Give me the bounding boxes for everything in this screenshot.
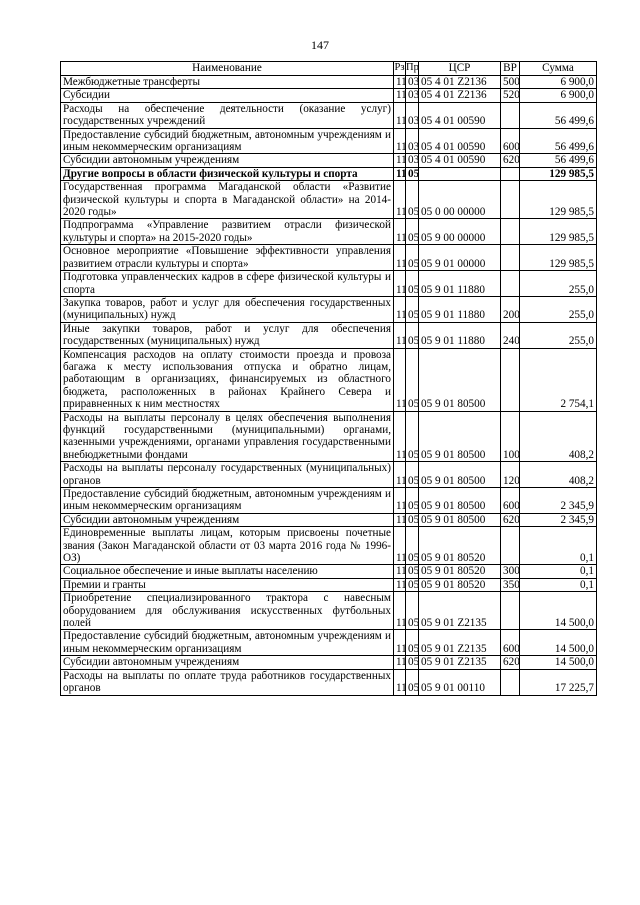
row-csr: 05 9 01 80500 [419, 348, 501, 411]
row-csr: 05 9 01 80500 [419, 411, 501, 462]
table-row [61, 76, 597, 89]
row-vr [501, 271, 520, 297]
row-pr: 03 [406, 76, 419, 89]
row-csr: 05 9 01 80500 [419, 488, 501, 514]
table-row [61, 128, 597, 154]
table-row [61, 462, 597, 488]
table-row [61, 154, 597, 167]
row-csr: 05 9 01 11880 [419, 296, 501, 322]
row-vr: 500 [501, 76, 520, 89]
row-pr: 05 [406, 513, 419, 526]
row-rz: 11 [394, 271, 406, 297]
row-csr: 05 4 01 00590 [419, 102, 501, 128]
row-rz: 11 [394, 669, 406, 695]
row-vr: 240 [501, 322, 520, 348]
row-csr: 05 9 01 Z2135 [419, 630, 501, 656]
row-rz: 11 [394, 592, 406, 630]
row-vr: 600 [501, 488, 520, 514]
table-row [61, 630, 597, 656]
row-vr: 600 [501, 630, 520, 656]
row-vr [501, 181, 520, 219]
row-sum: 129 985,5 [520, 167, 597, 180]
page-number: 147 [311, 38, 329, 52]
row-sum: 255,0 [520, 271, 597, 297]
row-name: Социальное обеспечение и иные выплаты населению [61, 565, 394, 578]
row-sum: 408,2 [520, 462, 597, 488]
row-name: Основное мероприятие «Повышение эффективности управления развитием отрасли культуры и спорта» [61, 245, 394, 271]
header-vr: ВР [501, 62, 520, 76]
header-pr: Пр [406, 62, 419, 76]
table-row [61, 565, 597, 578]
row-csr: 05 9 01 00000 [419, 245, 501, 271]
row-rz: 11 [394, 76, 406, 89]
row-sum: 2 345,9 [520, 513, 597, 526]
row-name: Субсидии автономным учреждениям [61, 656, 394, 669]
row-sum: 6 900,0 [520, 76, 597, 89]
row-rz: 11 [394, 322, 406, 348]
row-name: Премии и гранты [61, 578, 394, 591]
row-rz: 11 [394, 578, 406, 591]
row-pr: 05 [406, 181, 419, 219]
row-rz: 11 [394, 102, 406, 128]
table-row [61, 102, 597, 128]
row-csr: 05 4 01 Z2136 [419, 89, 501, 102]
header-sum: Сумма [520, 62, 597, 76]
row-pr: 05 [406, 271, 419, 297]
row-rz: 11 [394, 167, 406, 180]
row-name: Субсидии [61, 89, 394, 102]
row-sum: 17 225,7 [520, 669, 597, 695]
row-vr [501, 348, 520, 411]
row-rz: 11 [394, 488, 406, 514]
row-csr: 05 9 01 00110 [419, 669, 501, 695]
row-csr: 05 9 01 Z2135 [419, 592, 501, 630]
table-row [61, 669, 597, 695]
row-sum: 56 499,6 [520, 102, 597, 128]
row-pr: 05 [406, 348, 419, 411]
header-name: Наименование [61, 62, 394, 76]
table-header-row [61, 62, 597, 76]
table-row [61, 322, 597, 348]
row-pr: 05 [406, 488, 419, 514]
row-vr [501, 527, 520, 565]
row-sum: 14 500,0 [520, 592, 597, 630]
row-rz: 11 [394, 128, 406, 154]
row-pr: 05 [406, 219, 419, 245]
row-pr: 05 [406, 462, 419, 488]
row-name: Компенсация расходов на оплату стоимости проезда и провоза багажа к месту использования отпуска и обратно лицам, работающим в организациях, финансируемых из областного бюджета, расположенных в районах Крайнего Севера и приравненных к ним местностях [61, 348, 394, 411]
row-pr: 05 [406, 245, 419, 271]
row-csr: 05 0 00 00000 [419, 181, 501, 219]
row-pr: 05 [406, 592, 419, 630]
table-row [61, 296, 597, 322]
row-name: Иные закупки товаров, работ и услуг для обеспечения государственных (муниципальных) нужд [61, 322, 394, 348]
row-rz: 11 [394, 513, 406, 526]
row-sum: 255,0 [520, 296, 597, 322]
row-name: Расходы на выплаты персоналу в целях обеспечения выполнения функций государственными (муниципальными) органами, казенными учреждениями, органами управления государственными внебюджетными фондами [61, 411, 394, 462]
row-csr: 05 9 01 11880 [419, 271, 501, 297]
row-name: Приобретение специализированного трактора с навесным оборудованием для обслуживания искусственных футбольных полей [61, 592, 394, 630]
row-rz: 11 [394, 630, 406, 656]
row-pr: 05 [406, 565, 419, 578]
row-pr: 05 [406, 527, 419, 565]
row-sum: 129 985,5 [520, 245, 597, 271]
row-name: Предоставление субсидий бюджетным, автономным учреждениям и иным некоммерческим организациям [61, 630, 394, 656]
row-name: Расходы на выплаты персоналу государственных (муниципальных) органов [61, 462, 394, 488]
row-name: Подготовка управленческих кадров в сфере физической культуры и спорта [61, 271, 394, 297]
row-csr: 05 9 01 80520 [419, 565, 501, 578]
table-row [61, 513, 597, 526]
row-sum: 56 499,6 [520, 154, 597, 167]
table-row [61, 181, 597, 219]
row-pr: 05 [406, 296, 419, 322]
row-pr: 05 [406, 656, 419, 669]
row-rz: 11 [394, 296, 406, 322]
row-sum: 129 985,5 [520, 219, 597, 245]
table-row [61, 527, 597, 565]
row-rz: 11 [394, 245, 406, 271]
table-body [61, 76, 597, 696]
row-vr [501, 102, 520, 128]
row-pr: 03 [406, 102, 419, 128]
row-sum: 14 500,0 [520, 656, 597, 669]
row-rz: 11 [394, 219, 406, 245]
table-row [61, 592, 597, 630]
row-csr: 05 4 01 Z2136 [419, 76, 501, 89]
row-vr: 350 [501, 578, 520, 591]
row-pr: 05 [406, 669, 419, 695]
table-row [61, 411, 597, 462]
row-sum: 0,1 [520, 578, 597, 591]
row-vr [501, 669, 520, 695]
header-csr: ЦСР [419, 62, 501, 76]
row-name: Субсидии автономным учреждениям [61, 154, 394, 167]
row-sum: 129 985,5 [520, 181, 597, 219]
row-name: Другие вопросы в области физической культуры и спорта [61, 167, 394, 180]
row-pr: 05 [406, 630, 419, 656]
table-row [61, 488, 597, 514]
header-rz: Рз [394, 62, 406, 76]
row-sum: 0,1 [520, 565, 597, 578]
row-name: Предоставление субсидий бюджетным, автономным учреждениям и иным некоммерческим организациям [61, 488, 394, 514]
row-rz: 11 [394, 527, 406, 565]
row-rz: 11 [394, 565, 406, 578]
row-name: Закупка товаров, работ и услуг для обеспечения государственных (муниципальных) нужд [61, 296, 394, 322]
row-sum: 56 499,6 [520, 128, 597, 154]
row-sum: 14 500,0 [520, 630, 597, 656]
row-sum: 2 754,1 [520, 348, 597, 411]
row-pr: 05 [406, 322, 419, 348]
table-row [61, 245, 597, 271]
table-row [61, 578, 597, 591]
row-csr [419, 167, 501, 180]
row-vr: 100 [501, 411, 520, 462]
row-csr: 05 9 01 Z2135 [419, 656, 501, 669]
row-vr: 200 [501, 296, 520, 322]
row-rz: 11 [394, 154, 406, 167]
row-name: Подпрограмма «Управление развитием отрасли физической культуры и спорта» на 2015-2020 годы» [61, 219, 394, 245]
row-csr: 05 9 01 80520 [419, 527, 501, 565]
table-row [61, 271, 597, 297]
row-vr: 520 [501, 89, 520, 102]
row-pr: 05 [406, 411, 419, 462]
row-vr [501, 245, 520, 271]
row-rz: 11 [394, 89, 406, 102]
table-row [61, 89, 597, 102]
row-name: Единовременные выплаты лицам, которым присвоены почетные звания (Закон Магаданской области от 03 марта 2016 года № 1996-ОЗ) [61, 527, 394, 565]
row-name: Расходы на обеспечение деятельности (оказание услуг) государственных учреждений [61, 102, 394, 128]
row-pr: 05 [406, 578, 419, 591]
row-rz: 11 [394, 348, 406, 411]
table-row [61, 167, 597, 180]
row-name: Субсидии автономным учреждениям [61, 513, 394, 526]
row-csr: 05 4 01 00590 [419, 154, 501, 167]
row-vr: 600 [501, 128, 520, 154]
row-name: Расходы на выплаты по оплате труда работников государственных органов [61, 669, 394, 695]
row-csr: 05 4 01 00590 [419, 128, 501, 154]
row-csr: 05 9 01 80500 [419, 462, 501, 488]
row-vr [501, 592, 520, 630]
budget-table [60, 61, 597, 696]
table-row [61, 219, 597, 245]
row-vr: 120 [501, 462, 520, 488]
row-vr: 620 [501, 154, 520, 167]
row-pr: 05 [406, 167, 419, 180]
row-rz: 11 [394, 462, 406, 488]
row-name: Государственная программа Магаданской области «Развитие физической культуры и спорта в Магаданской области» на 2014-2020 годы» [61, 181, 394, 219]
table-row [61, 656, 597, 669]
row-pr: 03 [406, 154, 419, 167]
row-rz: 11 [394, 656, 406, 669]
row-sum: 6 900,0 [520, 89, 597, 102]
row-csr: 05 9 01 80500 [419, 513, 501, 526]
row-csr: 05 9 01 11880 [419, 322, 501, 348]
row-vr: 620 [501, 656, 520, 669]
table-row [61, 348, 597, 411]
row-sum: 255,0 [520, 322, 597, 348]
row-rz: 11 [394, 411, 406, 462]
row-vr [501, 167, 520, 180]
row-vr [501, 219, 520, 245]
row-csr: 05 9 01 80520 [419, 578, 501, 591]
row-vr: 620 [501, 513, 520, 526]
row-sum: 2 345,9 [520, 488, 597, 514]
row-sum: 0,1 [520, 527, 597, 565]
row-pr: 03 [406, 128, 419, 154]
row-sum: 408,2 [520, 411, 597, 462]
row-vr: 300 [501, 565, 520, 578]
row-name: Межбюджетные трансферты [61, 76, 394, 89]
row-name: Предоставление субсидий бюджетным, автономным учреждениям и иным некоммерческим организациям [61, 128, 394, 154]
row-pr: 03 [406, 89, 419, 102]
row-rz: 11 [394, 181, 406, 219]
row-csr: 05 9 00 00000 [419, 219, 501, 245]
